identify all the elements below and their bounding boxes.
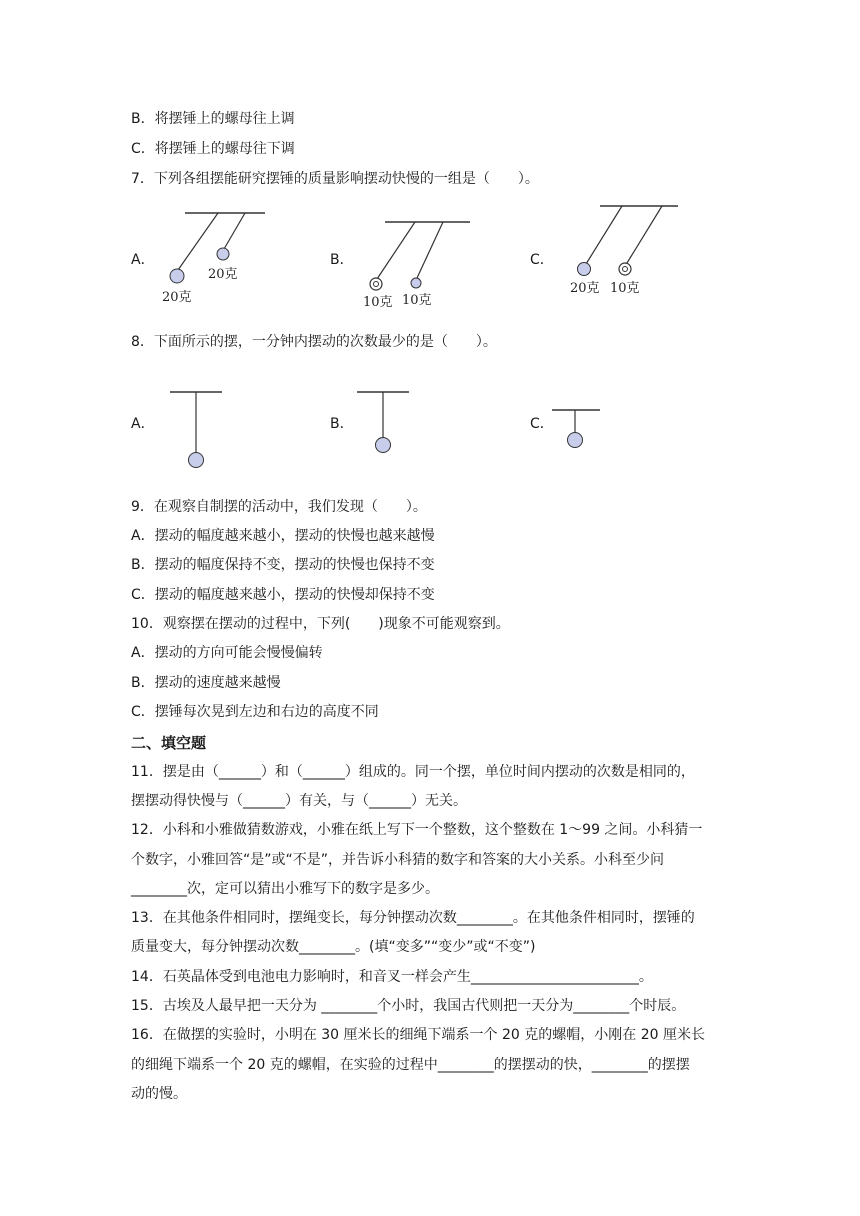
question-11-line-1: 11．摆是由（______）和（______）组成的。同一个摆，单位时间内摆动的次数是相同的， (131, 764, 695, 780)
weight-label: 20克 (162, 290, 192, 305)
q9-option-b: B．摆动的幅度保持不变，摆动的快慢也保持不变 (131, 557, 435, 573)
question-10-stem: 10．观察摆在摆动的过程中，下列( )现象不可能观察到。 (131, 616, 510, 632)
q7-option-b-label: B． (330, 252, 354, 268)
pendulum-nut (623, 267, 628, 272)
question-16-line-1: 16．在做摆的实验时，小明在 30 厘米长的细绳下端系一个 20 克的螺帽，小刚在 20 厘米长 (131, 1027, 705, 1043)
option-c-top: C．将摆锤上的螺母往下调 (131, 141, 295, 157)
q8-option-a-figure (165, 385, 230, 480)
question-12-line-2: 个数字，小雅回答“是”或“不是”，并告诉小科猜的数字和答案的大小关系。小科至少问 (131, 852, 665, 868)
question-16-line-2: 的细绳下端系一个 20 克的螺帽，在实验的过程中________的摆摆动的快，________的摆摆 (131, 1057, 690, 1073)
question-12-line-1: 12．小科和小雅做猜数游戏，小雅在纸上写下一个整数，这个整数在 1～99 之间。小科猜一 (131, 822, 703, 838)
pendulum-bob (189, 453, 204, 468)
q7-option-c-figure (560, 198, 690, 298)
question-13-line-1: 13．在其他条件相同时，摆绳变长，每分钟摆动次数________。在其他条件相同时，摆锤的 (131, 910, 695, 926)
q10-option-b: B．摆动的速度越来越慢 (131, 675, 281, 691)
q7-option-a-figure (150, 205, 270, 305)
question-15: 15．古埃及人最早把一天分为 ________个小时，我国古代则把一天分为________个时辰。 (131, 998, 686, 1014)
pendulum-bob (170, 269, 184, 283)
question-7-stem: 7．下列各组摆能研究摆锤的质量影响摆动快慢的一组是（ ）。 (131, 171, 539, 187)
weight-label: 20克 (570, 281, 600, 296)
pendulum-bob (411, 278, 421, 288)
weight-label: 10克 (363, 295, 393, 310)
q7-option-a-label: A． (131, 252, 155, 268)
q10-option-a: A．摆动的方向可能会慢慢偏转 (131, 645, 323, 661)
pendulum-bob (578, 263, 591, 276)
q7-option-b-figure (355, 212, 485, 312)
pendulum-bob (568, 433, 583, 448)
q8-option-a-label: A． (131, 416, 155, 432)
weight-label: 10克 (610, 281, 640, 296)
question-16-line-3: 动的慢。 (131, 1086, 187, 1102)
section-heading-fill-blank: 二、填空题 (131, 734, 207, 752)
q8-option-c-figure (548, 403, 603, 458)
q8-option-b-label: B． (330, 416, 354, 432)
question-9-stem: 9．在观察自制摆的活动中，我们发现（ ）。 (131, 499, 427, 515)
question-12-line-3: ________次，定可以猜出小雅写下的数字是多少。 (131, 881, 439, 897)
pendulum-bob (217, 248, 229, 260)
question-13-line-2: 质量变大，每分钟摆动次数________。(填“变多”“变少”或“不变”) (131, 939, 536, 955)
q7-option-c-label: C． (530, 252, 554, 268)
q10-option-c: C．摆锤每次晃到左边和右边的高度不同 (131, 704, 379, 720)
q8-option-c-label: C． (530, 416, 554, 432)
weight-label: 20克 (208, 267, 238, 282)
pendulum-nut (374, 282, 379, 287)
question-8-stem: 8．下面所示的摆，一分钟内摆动的次数最少的是（ ）。 (131, 334, 497, 350)
pendulum-bob (376, 438, 391, 453)
q9-option-a: A．摆动的幅度越来越小，摆动的快慢也越来越慢 (131, 528, 435, 544)
q8-option-b-figure (352, 385, 417, 465)
option-b-top: B．将摆锤上的螺母往上调 (131, 111, 295, 127)
q9-option-c: C．摆动的幅度越来越小，摆动的快慢却保持不变 (131, 587, 435, 603)
weight-label: 10克 (402, 293, 432, 308)
question-14: 14．石英晶体受到电池电力影响时，和音叉一样会产生________________________。 (131, 969, 653, 985)
question-11-line-2: 摆摆动得快慢与（______）有关，与（______）无关。 (131, 793, 467, 809)
